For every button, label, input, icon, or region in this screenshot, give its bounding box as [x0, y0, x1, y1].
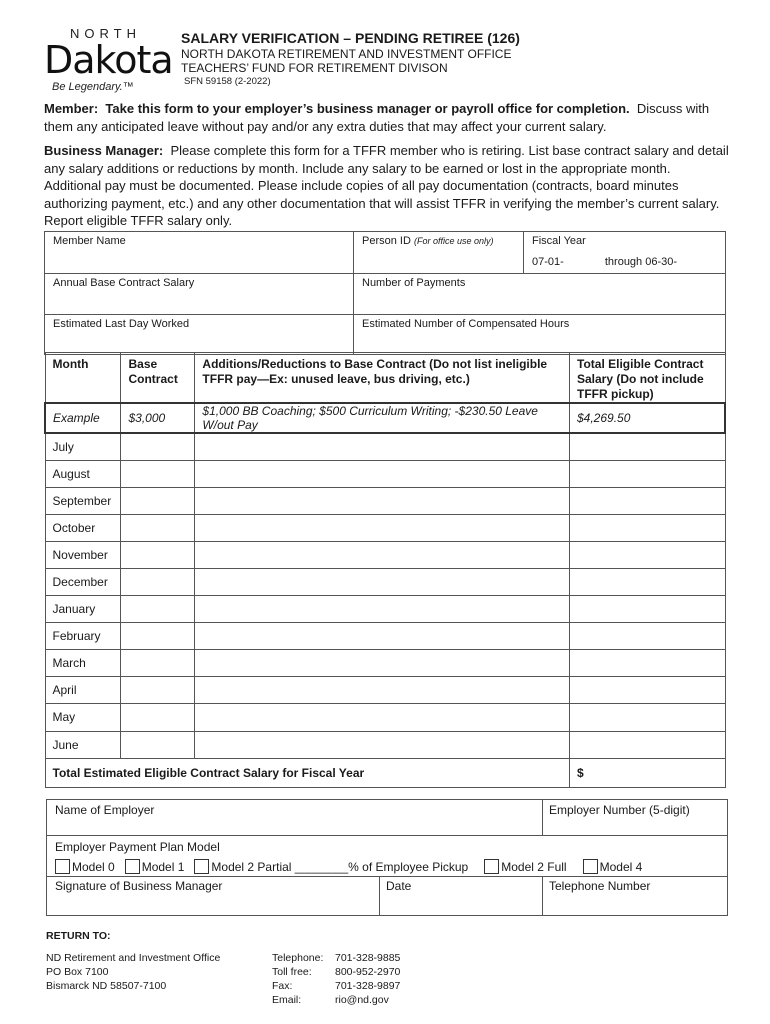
month-label: November: [45, 541, 121, 568]
month-label: February: [45, 623, 121, 650]
total-cell[interactable]: [570, 704, 726, 731]
logo-north: NORTH: [70, 26, 141, 41]
additions-cell[interactable]: [195, 487, 570, 514]
model1-checkbox[interactable]: [125, 859, 140, 874]
month-row: [45, 514, 725, 541]
month-label: September: [45, 487, 121, 514]
contact-label: Telephone:: [272, 952, 324, 964]
member-name-label: Member Name: [53, 235, 126, 247]
month-label: March: [45, 650, 121, 677]
month-row: [45, 487, 725, 514]
division-name: TEACHERS’ FUND FOR RETIREMENT DIVISON: [181, 61, 448, 75]
base-contract-cell[interactable]: [121, 568, 195, 595]
num-payments-label: Number of Payments: [362, 277, 466, 289]
total-cell[interactable]: [570, 677, 726, 704]
additions-cell[interactable]: [195, 677, 570, 704]
address-line: PO Box 7100: [46, 966, 109, 978]
telephone-label: Telephone Number: [549, 879, 651, 893]
annual-base-label: Annual Base Contract Salary: [53, 277, 195, 289]
model2-full-checkbox[interactable]: [484, 859, 499, 874]
annual-base-field[interactable]: [45, 274, 353, 314]
bm-label: Business Manager:: [44, 143, 164, 158]
member-info-table: [44, 231, 726, 355]
total-cell[interactable]: [570, 433, 726, 460]
member-name-field[interactable]: [45, 232, 353, 273]
employer-name-label: Name of Employer: [55, 803, 155, 817]
base-contract-cell[interactable]: [121, 433, 195, 460]
additions-cell[interactable]: [195, 596, 570, 623]
base-contract-cell[interactable]: [121, 677, 195, 704]
total-row: [45, 758, 725, 787]
member-bold-text: Take this form to your employer’s business manager or payroll office for completion.: [105, 101, 630, 116]
fiscal-year-field[interactable]: [523, 232, 725, 273]
month-row: [45, 568, 725, 595]
contact-value: 701-328-9897: [335, 980, 401, 992]
month-row: [45, 433, 725, 460]
model1-label: Model 1: [141, 859, 185, 874]
member-instructions: [44, 100, 729, 135]
comp-hours-label: Estimated Number of Compensated Hours: [362, 318, 570, 330]
member-label: Member:: [44, 101, 99, 116]
person-id-field[interactable]: [353, 232, 523, 273]
header-month: Month: [45, 353, 121, 404]
base-contract-cell[interactable]: [121, 596, 195, 623]
model4-label: Model 4: [599, 859, 643, 874]
total-cell[interactable]: [570, 596, 726, 623]
fy-end: through 06-30-: [604, 256, 678, 268]
header-total: Total Eligible Contract Salary (Do not include TFFR pickup): [570, 353, 726, 404]
total-cell[interactable]: [570, 731, 726, 758]
month-label: January: [45, 596, 121, 623]
form-title: SALARY VERIFICATION – PENDING RETIREE (126): [181, 30, 520, 46]
month-row: [45, 596, 725, 623]
bm-text: Please complete this form for a TFFR member who is retiring. List base contract salary and detail any salary additions or reductions by month. Include any salary to be earned or lost in the appropriate month. Additional pay must be documented. Please include copies of all pay documentation (contracts, board minutes authorizing payment, etc.) and any other documentation that will assist TFFR in verifying the member’s current salary. Report eligible TFFR salary only.: [44, 143, 729, 228]
model2-full-label: Model 2 Full: [501, 859, 567, 874]
base-contract-cell[interactable]: [121, 704, 195, 731]
additions-cell[interactable]: [195, 650, 570, 677]
num-payments-field[interactable]: [353, 274, 725, 314]
total-cell[interactable]: [570, 460, 726, 487]
additions-cell[interactable]: [195, 514, 570, 541]
example-row: [45, 403, 725, 433]
base-contract-cell[interactable]: [121, 460, 195, 487]
nd-logo: [44, 24, 173, 96]
last-day-label: Estimated Last Day Worked: [53, 318, 190, 330]
header-base: Base Contract: [121, 353, 195, 404]
address-line: Bismarck ND 58507-7100: [46, 980, 167, 992]
additions-cell[interactable]: [195, 541, 570, 568]
base-contract-cell[interactable]: [121, 514, 195, 541]
month-row: [45, 460, 725, 487]
base-contract-cell[interactable]: [121, 650, 195, 677]
person-id-label: Person ID: [362, 235, 411, 247]
month-label: April: [45, 677, 121, 704]
base-contract-cell[interactable]: [121, 541, 195, 568]
return-to-label: RETURN TO:: [46, 930, 111, 942]
month-row: [45, 650, 725, 677]
total-value-field[interactable]: $: [570, 758, 726, 787]
business-manager-instructions: [44, 142, 729, 230]
office-use-note: (For office use only): [413, 236, 494, 246]
date-label: Date: [386, 879, 412, 893]
employer-number-label: Employer Number (5-digit): [549, 803, 690, 817]
month-label: August: [45, 460, 121, 487]
signature-label: Signature of Business Manager: [55, 879, 223, 893]
month-label: May: [45, 704, 121, 731]
fiscal-year-label: Fiscal Year: [532, 235, 586, 247]
model4-checkbox[interactable]: [583, 859, 598, 874]
model2-partial-checkbox[interactable]: [194, 859, 209, 874]
base-contract-cell[interactable]: [121, 487, 195, 514]
contact-label: Toll free:: [272, 966, 312, 978]
example-base: $3,000: [121, 403, 195, 433]
org-name: NORTH DAKOTA RETIREMENT AND INVESTMENT OFFICE: [181, 47, 512, 61]
header-additions: Additions/Reductions to Base Contract (Do not list ineligible TFFR pay—Ex: unused leave, bus driving, etc.): [195, 353, 570, 404]
logo-tagline: Be Legendary.™: [52, 81, 134, 93]
model2-partial-label: Model 2 Partial ________% of Employee Pickup: [211, 859, 469, 874]
total-cell[interactable]: [570, 541, 726, 568]
last-day-field[interactable]: [45, 315, 353, 354]
base-contract-cell[interactable]: [121, 731, 195, 758]
month-label: October: [45, 514, 121, 541]
contact-value: 701-328-9885: [335, 952, 401, 964]
month-label: June: [45, 731, 121, 758]
month-label: July: [45, 433, 121, 460]
monthly-salary-table: [44, 352, 726, 788]
month-label: December: [45, 568, 121, 595]
month-row: [45, 541, 725, 568]
contact-value: 800-952-2970: [335, 966, 401, 978]
contact-info: [272, 951, 400, 1007]
additions-cell[interactable]: [195, 731, 570, 758]
total-cell[interactable]: [570, 623, 726, 650]
additions-cell[interactable]: [195, 623, 570, 650]
email-link[interactable]: rio@nd.gov: [335, 994, 389, 1006]
example-month: Example: [45, 403, 121, 433]
total-cell[interactable]: [570, 650, 726, 677]
address-line: ND Retirement and Investment Office: [46, 952, 221, 964]
month-row: [45, 731, 725, 758]
month-row: [45, 677, 725, 704]
contact-label: Fax:: [272, 980, 293, 992]
total-cell[interactable]: [570, 487, 726, 514]
employer-section: [46, 799, 728, 916]
total-cell[interactable]: [570, 568, 726, 595]
payment-plan-label: Employer Payment Plan Model: [55, 840, 220, 854]
model0-checkbox[interactable]: [55, 859, 70, 874]
additions-cell[interactable]: [195, 568, 570, 595]
return-address: [46, 951, 220, 993]
member-text: Discuss with them any anticipated leave without pay and/or any extra duties that may affect your current salary.: [44, 101, 710, 134]
payment-plan-options: [55, 859, 652, 874]
fy-start: 07-01-: [532, 256, 564, 268]
base-contract-cell[interactable]: [121, 623, 195, 650]
additions-cell[interactable]: [195, 460, 570, 487]
contact-label: Email:: [272, 994, 302, 1006]
month-row: [45, 704, 725, 731]
form-number: SFN 59158 (2-2022): [184, 76, 271, 87]
logo-dakota: Dakota: [44, 38, 173, 82]
additions-cell[interactable]: [195, 704, 570, 731]
example-additions: $1,000 BB Coaching; $500 Curriculum Writing; -$230.50 Leave W/out Pay: [195, 403, 570, 433]
month-row: [45, 623, 725, 650]
example-total: $4,269.50: [570, 403, 726, 433]
additions-cell[interactable]: [195, 433, 570, 460]
total-label: Total Estimated Eligible Contract Salary for Fiscal Year: [45, 758, 570, 787]
total-cell[interactable]: [570, 514, 726, 541]
model0-label: Model 0: [72, 859, 115, 874]
comp-hours-field[interactable]: [353, 315, 725, 354]
